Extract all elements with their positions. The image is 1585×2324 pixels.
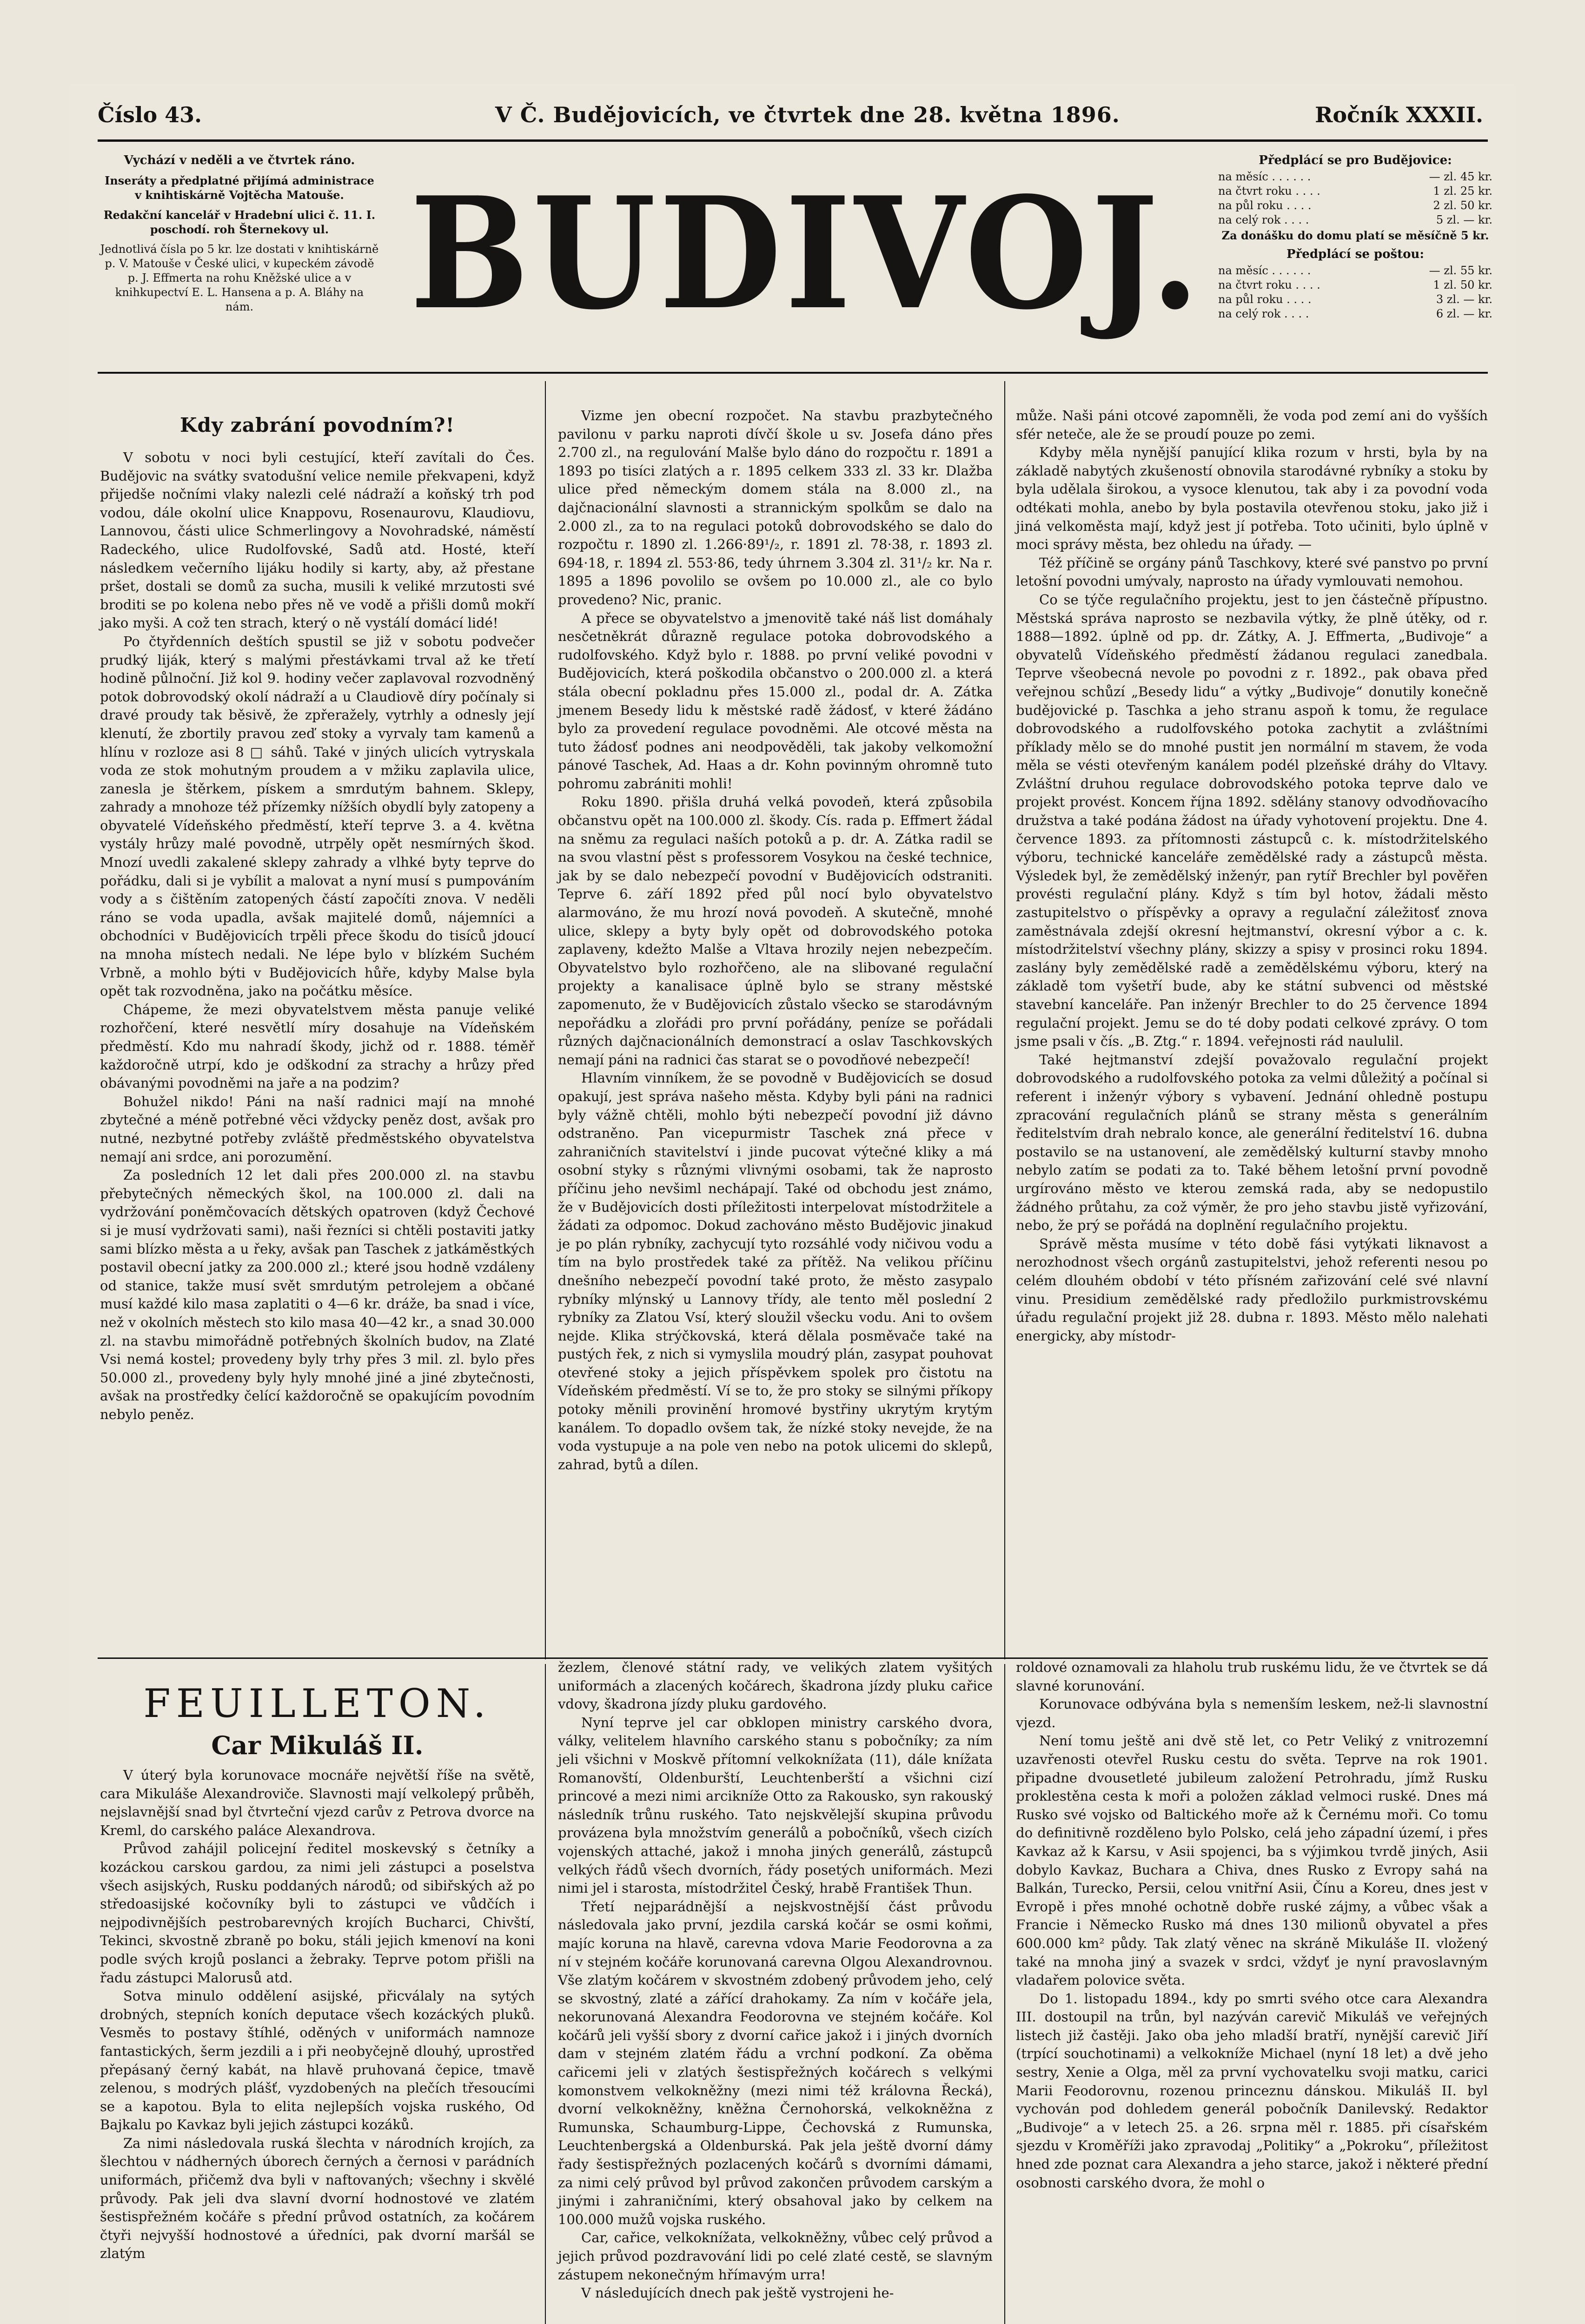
article-paragraph: Správě města musíme v této době fási vytýkati liknavost a nerozhodnost všech orgánů zastupitelstvi, jehož referenti nesou po celém dlouhém období v této přísném zařizování celé své nlavní vinu. Presidium zemědělské rady předložilo purkmistrovskému úřadu regulační projekt již 28. dubna r. 1893. Město mělo nalehati energicky, aby místodr- [1016,1235,1488,1344]
article-paragraph: Chápeme, že mezi obyvatelstvem města panuje veliké rozhořčení, které nesvětlí míry dosahuje na Vídeňském předměstí. Kdo mu nahradí škody, jichž od r. 1888. téměř každoročně utrpí, kdo je odškodní za strachy a hrůzy před obávanými povodněmi na jaře a na podzim? [100,1001,535,1091]
price-row: na čtvrt roku . . . . 1 zl. 25 kr. [1218,185,1492,198]
column-rule [545,381,546,1659]
post-subscription-heading: Předplácí se poštou: [1287,247,1424,261]
delivery-note: Za donášku do domu platí se měsíčně 5 kr. [1221,229,1489,242]
price-row: na měsíc . . . . . . — zl. 45 kr. [1218,170,1492,183]
article-paragraph: Také hejtmanství zdejší považovalo regulační projekt dobrovodského a rudolfovského potoka za velmi důležitý a počínal si referent i inženýr výbory s vybavení. Jednání ohledně postupu zpracování regulačních plánů se strany města s generálním ředitelstvím drah nebralo konce, ale generální ředitelství 16. dubna postavilo se na ustanovení, ale zemědělský kulturní stavby mnoho nebylo zatím se podati za to. Také během letošní první povodně urgírováno město ve kterou zemská rada, aby se nedopustilo žádného průtahu, za což výměr, že pro jeho stavbu jistě vyřizování, nebo, že prý se pořádá na doplnění regulačního projektu. [1016,1051,1488,1234]
column-rule [545,1664,546,2324]
article-paragraph: Za posledních 12 let dali přes 200.000 zl. na stavbu přebytečných německých škol, na 100.000 zl. dali na vydržování poněmčovacích dětských opatroven (když Čechové si je musí vydržovati sami), naši řezníci si chtěli postaviti jatky sami blízko města a u řeky, avšak pan Taschek z jatkáměstkých postavil obecní jatky za 200.000 zl.; které jsou hodně vzdáleny od stanice, takže musí svět smrdutým petrolejem a občané musí každé kilo masa zaplatiti o 4—6 kr. dráže, ba snad i více, než v okolních městech sto kilo masa 40—42 kr., a snad 30.000 zl. na stavbu mimořádně potřebných školních budov, na Zlaté Vsi nemá kostel; provedeny byly trhy přes 3 mil. zl. bylo přes 50.000 zl., provedeny byly hyly mnohé jiné a jiné zbytečnosti, avšak na prostředky čelící každoročně se opakujícím povodním nebylo peněz. [100,1167,535,1422]
price-row: na půl roku . . . . 3 zl. — kr. [1218,293,1492,306]
price-row: na měsíc . . . . . . — zl. 55 kr. [1218,264,1492,277]
feuilleton-paragraph: V následujících dnech pak ještě vystrojeni he- [581,2285,894,2301]
column-rule [1004,1664,1005,2324]
feuilleton-paragraph: Průvod zahájil policejní ředitel moskevský s četníky a kozáckou carskou gardou, za nimi jeli zástupci a poselstva všech asijských, Rusku poddaných národů; od sibiřských až po středoasijské kočovníky byli to zástupci ve vůdčích i nejpodivnějších pestrobarevných krojích Bucharci, Chivští, Tekinci, skvostně zbraně po boku, stáli jejich kmenoví na koni podle svých krojů poslanci a žebraky. Teprve potom přišli na řadu zástupci Malorusů atd. [100,1841,535,1986]
feuilleton-column-3 [1016,1658,1488,2192]
article-column-1 [100,407,535,1424]
article-paragraph: Kdyby měla nynější panující klika rozum v hrsti, byla by na základě nabytých zkušeností obnovila starodávné rybníky a stoku by byla udělala širokou, a vysoce klenutou, tak aby i za povodní voda odtékati mohla, anebo by byla postavila otevřenou stoku, jako již i jiná velkoměsta mají, když jest jí potřeba. Toto učiniti, bylo úplně v moci správy města, bez ohledu na úřady. — [1016,444,1488,553]
price-row: na čtvrt roku . . . . 1 zl. 50 kr. [1218,278,1492,291]
feuilleton-paragraph: Nyní teprve jel car obklopen ministry carského dvora, války, velitelem hlavního carského stanu s pobočníky; za ním jeli všichni v Moskvě přítomní velkoknížata (11), dále knížata Romanovští, Oldenburští, Leuchtenberští a všichni cizí princové a mezi nimi arcikníže Otto za Rakousko, syn rakouský následník trůnu ruského. Tato nejskvělejší skupina průvodu provázena byla množstvím generálů a pobočníků, všech cizích vojenských attaché, jakož i mnoha jiných generálů, zástupců velkých řádů všech dvorních, řády posetých uniformách. Mezi nimi jel i starosta, místodržitel Český, hrabě František Thun. [558,1714,993,1896]
article-paragraph: Roku 1890. přišla druhá velká povodeň, která způsobila občanstvu opět na 100.000 zl. škody. Cís. rada p. Effmert žádal na sněmu za regulaci naších potoků a p. dr. A. Zátka radil se na svou vlastní pěst s professorem Vosykou na české technice, jak by se dalo nebezpečí povodní v Budějovicích odstraniti. Teprve 6. září 1892 před půl nocí bylo obyvatelstvo alarmováno, že mu hrozí nová povodeň. A skutečně, mnohé ulice, sklepy a byty byly opět od dobrovodského potoka zaplaveny, kdežto Malše a Vltava hrozily nejen nebezpečím. Obyvatelstvo bylo rozhořčeno, ale na slibované regulační projekty a kanalisace úplně bylo se strany městské zapomenuto, že v Budějovicích zůstalo všecko se starodávným nepořádku a zlořádi pro první pořádány, peníze se pořádali různých dajčnacionálních demonstrací a oslav Taschkovských nemají páni na radnici čas starat se o povodňové nebezpečí! [558,794,993,1068]
feuilleton-paragraph: Korunovace odbývána byla s nemenším leskem, než-li slavnostní vjezd. [1016,1696,1488,1730]
published-note: Vychází v neděli a ve čtvrtek ráno. [124,153,355,167]
ads-note: Inseráty a předplatné přijímá administrace v knihtiskárně Vojtěcha Matouše. [105,174,374,202]
volume: Ročník XXXII. [1315,102,1483,127]
column-rule [1004,381,1005,1659]
article-paragraph: Po čtyřdenních deštích spustil se již v sobotu podvečer prudký liják, který s malými přestávkami trval až ke třetí hodině půlnoční. Již kol 9. hodiny večer zaplavoval rozvodněný potok dobrovodský okolí nádraží a u Claudiově díry počínaly si dravé proudy tak běsivě, že zpřeražely, vytrhly a odnesly její klenutí, že zbortily pravou zeď stoky a vyrvaly tam kamenů a hlínu v rozloze asi 8 □ sáhů. Také v jiných ulicích vytryskala voda ze stok mohutným proudem a v mžiku zaplavila ulice, zanesla je štěrkem, pískem a smrdutým bahnem. Sklepy, zahrady a mnohoze též přízemky nížších obydlí byly zatopeny a obyvatelé Vídeňského předměstí, kteří teprve 3. a 4. května vystály hrůzy malé povodně, utrpěly opět nesmírných škod. Mnozí uvedli zakalené sklepy zahrady a vlhké byty teprve do pořádku, dali si je vybílit a malovat a nyní musí s pumpováním vody a s čištěním zatopených částí započíti znova. V neděli ráno se voda upadla, avšak majitelé domů, nájemníci a obchodníci v Budějovicích trpěli přece škodu do tisíců jdoucí na mnoha místech nedali. Ne lépe bylo v blízkém Suchém Vrbně, a mohlo býti v Budějovicích hůře, kdyby Malse byla opět tak rozvodněna, jako na počátku měsíce. [100,633,535,999]
price-row: na půl roku . . . . 2 zl. 50 kr. [1218,199,1492,212]
article-column-3 [1016,407,1488,1345]
article-paragraph: Též příčině se orgány pánů Taschkovy, které své panstvo po první letošní povodni umývaly, naprosto na úřady vymlouvati nemohou. [1016,555,1488,589]
office-note: Redakční kancelář v Hradební ulici č. 11. I. poschodí. roh Šternekovy ul. [103,208,376,236]
feuilleton-heading: FEUILLETON. [143,1681,491,1726]
single-copies-note: Jednotlivá čísla po 5 kr. lze dostati v knihtiskárně p. V. Matouše v České ulici, v kupeckém závodě p. J. Effmerta na rohu Kněžské ulice a v knihkupectví E. L. Hansena a p. A. Bláhy na nám. [100,243,379,313]
article-paragraph: Vizme jen obecní rozpočet. Na stavbu prazbytečného pavilonu v parku naproti dívčí škole u sv. Josefa dáno přes 2.700 zl., na regulování Malše bylo dáno do rozpočtu r. 1891 a 1893 po tisíci zlatých a r. 1895 celkem 333 zl. 33 kr. Dlažba ulice před německým domem stála na 8.000 zl., na dajčnacionální slavnosti a strannickým spolkům se dalo na 2.000 zl., za to na regulaci potoků dobrovodského se dalo do rozpočtu r. 1890 zl. 1.266·89¹/₂, r. 1891 zl. 78·38, r. 1893 zl. 694·18, r. 1894 zl. 553·86, tedy úhrnem 3.304 zl. 31¹/₂ kr. Na r. 1895 a 1896 povolilo se ovšem po 10.000 zl., ale co bylo provedeno? Nic, pranic. [558,408,993,607]
article-paragraph: V sobotu v noci byli cestující, kteří zavítali do Čes. Budějovic na svátky svatodušní velice nemile překvapeni, když přijedše nočními vlaky nalezli celé nádraží a koňský trh pod vodou, dále okolní ulice Knappovu, Rosenaurovu, Klaudiovu, Lannovou, části ulice Schmerlingovy a Novohradské, náměstí Radeckého, ulice Rudolfovské, Sadů atd. Hosté, kteří následkem večerního lijáku hodily si karty, aby, až přestane pršet, dostali se domů za sucha, musili k veliké mrzutosti své broditi se po kolena nebo přes ně ve vodě a přišli domů mokří jako myši. A což ten strach, který o ně vystálí domácí lidé! [100,449,535,631]
masthead-left [100,153,379,314]
price-row: na celý rok . . . . 6 zl. — kr. [1218,307,1492,320]
article-paragraph: Co se týče regulačního projektu, jest to jen částečně přípustno. Městská správa naprosto se nezbavila výtky, že plně útěky, od r. 1888—1892. úplně od pp. dr. Zátky, A. J. Effmerta, „Budivoje“ a obyvatelů Vídeňského předměstí žádanou regulaci zanedbala. Teprve všeobecná nevole po povodni z r. 1892., pak obava před veřejnou schůzí „Besedy lidu“ a výtky „Budivoje“ donutily konečně budějovické p. Taschka a jeho stranu aspoň k tomu, že regulace dobrovodského a rudolfovského potoka zachytit a zvláštními příklady mělo se do mnohé pustit jen normální m stavem, že voda měla se vésti otevřeným kanálem podél plzeňské dráhy do Vltavy. Zvláštní druhou regulace dobrovodského potoka teprve dalo ve projekt provést. Koncem října 1892. sdělány stanovy odvodňovacího družstva a také podána žádost na úřady vyhotovení projektu. Dne 4. července 1893. za přítomnosti zástupců c. k. místodržitelského výboru, technické kanceláře zemědělské rady a zástupců města. Výsledek byl, že zemědělský inženýr, pan rytíř Brechler byl pověřen provésti regulační plány. Když s tím byl hotov, žádali město zastupitelstvo o příspěvky a opravy a regulační záležitosť znova zaměstnávala zdejší okresní hejtmanství, okresní výbor a c. k. místodržitelství všechny plány, skizzy a spisy v prosinci roku 1894. zaslány byly zemědělské radě a zemědělskému výboru, který na základě tom vyšetří bude, aby ke státní subvenci od městské stavební kanceláře. Pan inženýr Brechler to do 25 července 1894 regulační projekt. Jemu se do té doby podati celkové zprávy. O tom jsme psali v čís. „B. Ztg.“ r. 1894. veřejnosti rád naululil. [1016,591,1488,1050]
feuilleton-paragraph: Do 1. listopadu 1894., kdy po smrti svého otce cara Alexandra III. dostoupil na trůn, byl nazýván carevič Mikuláš ve veřejných listech již častěji. Jako oba jeho mladší bratří, nynější carevič Jiří (trpící souchotinami) a velkokníže Michael (nyní 18 let) a dvě jeho sestry, Xenie a Olga, měl za první vychovatelku svoji matku, carici Marii Feodorovnu, rozenou princeznu dánskou. Mikuláš II. byl vychován pod dohledem generál pobočník Danilevský. Redaktor „Budivoje“ a v letech 25. a 26. srpna měl r. 1885. při císařském sjezdu v Kroměříži jako zpravodaj „Politiky“ a „Pokroku“, příležitost hned zde poznat cara Alexandra a jeho starce, jakož i některé přední osobnosti carského dvora, že mohl o [1016,1990,1488,2191]
issue-number: Číslo 43. [98,102,202,127]
article-paragraph: Hlavním vinníkem, že se povodně v Budějovicích se dosud opakují, jest správa našeho města. Kdyby byli páni na radnici byly vážně chtěli, mohlo býti nebezpečí povodní již dávno odstraněno. Pan vicepurmistr Taschek zná přece v zahraničních stavitelství i jinde pucovat výtečné kliky a má osobní styky s různými vlivnými osobami, tak že naprosto příčinu jeho nevšiml nechápají. Také od obchodu jest známo, že v Budějovicích dosti příležitosti interpelovat místodržitele a žádati za odpomoc. Dokud zachováno město Budějovic jinakud je po plán rybníky, zachycují tyto rozsáhlé vody ničivou vodu a tím na bylo prostředek také za přítěž. Na velikou příčinu dnešního nebezpečí povodní také proto, že město zasypalo rybníky mlýnský u Lannovy třídy, ale tento měl poslední 2 rybníky za Zlatou Vsí, který sloužil všecku vodu. Ani to ovšem nejde. Klika strýčkovská, která dělala posměvače také na pustých řek, z nich si vymyslila moudrý plán, zasypat pouhovat otevřené stoky a jejich příspěvkem spolek pro čistotu na Vídeňském předměstí. Ví se to, že pro stoky se silnými příkopy potoky měnili provinění hromové bystřiny ukrytým krytým kanálem. To dopadlo ovšem tak, že nízké stoky nevejde, že na voda vystupuje a na pole ven nebo na potok ulicemi do sklepů, zahrad, bytů a dílen. [558,1070,993,1472]
place-date: V Č. Budějovicích, ve čtvrtek dne 28. května 1896. [495,102,1120,127]
feuilleton-paragraph: Není tomu ještě ani dvě stě let, co Petr Veliký z vnitrozemní uzavřenosti otevřel Rusku cestu do světa. Teprve na rok 1901. připadne dvousetleté jubileum založení Petrohradu, jímž Rusku proklestěna cesta k moři a položen základ velmoci ruské. Dnes má Rusko své vojsko od Baltického moře až k Černému moři. Co tomu do definitivně rozděleno bylo Polsko, celá jeho západní území, i přes Kavkaz až k Karsu, v Asii spojenci, ba s výjimkou tvrdě jiných, Asii dobylo Kavkaz, Buchara a Chiva, dnes Rusko z Evropy sahá na Balkán, Turecko, Persii, celou vnitřní Asii, Čínu a Koreu, dnes jest v Evropě i přes mnohé ochotně dobře ruské zájmy, a vůbec však a Francie i Německo Rusko má dnes 130 milionů obyvatel a přes 600.000 km² půdy. Tak zlatý věnec na skráně Mikuláše II. vložený také na mnoha jiný a svazek v srdci, vždyť je nyní pravoslavným vladařem polovice světa. [1016,1733,1488,1988]
price-row: na celý rok . . . . 5 zl. — kr. [1218,213,1492,226]
feuilleton-paragraph: Za nimi následovala ruská šlechta v národních krojích, za šlechtou v nádherných úborech černých a černosi v parádních uniformách, přičemž dva byli v naftovaných; všechny i skvělé průvody. Pak jeli dva slavní dvorní hodnostové ve zlatém šestispřežném kočáře s přední průvod ostatních, za kočárem čtyři nejvyšší hodnostové a úředníci, pak dvorní maršál se zlatým [100,2135,535,2262]
feuilleton-column-1 [100,1766,535,2263]
masthead-right [1218,153,1492,321]
feuilleton-title: Car Mikuláš II. [211,1730,424,1760]
feuilleton-paragraph: V úterý byla korunovace mocnáře největší říše na světě, cara Mikuláše Alexandroviče. Slavnosti mají velkolepý průběh, nejslavnější snad byl čtvrteční vjezd carův z Petrova dvorce na Kreml, do carského paláce Alexandrova. [100,1767,535,1838]
feuilleton-paragraph: Sotva minulo oddělení asijské, přicválaly na sytých drobných, stepních koních deputace všech kozáckých pluků. Vesměs to postavy štíhlé, oděných v uniformách namnoze fantastických, šerm jezdili a i při neobyčejně dlouhý, uprostřed přepásaný černý kabát, na hlavě pruhovaná čepice, tmavě zelenou, s modrých plášť, vyzdobených na plečích třesoucími se a kapotou. Byla to elita nejlepších vojska ruského, Od Bajkalu po Kavkaz byli jejich zástupci kozáků. [100,1988,535,2133]
feuilleton-paragraph: Třetí nejparádnější a nejskvostnější část průvodu následovala jako první, jezdila carská kočár se osmi koňmi, majíc koruna na hlavě, carevna vdova Marie Feodorovna a za ní v stejném kočáře korunovaná carevna Olgou Alexandrovnou. Vše zlatým kočárem v skvostném zdobený průvodem jeho, celý se skvostný, zlaté a zářící drahokamy. Za ním v kočáře jela, nekorunovaná Alexandra Feodorovna ve stejném kočáře. Kol kočárů jeli vyšší sbory z dvorní cařice jakož i i jiných dvorních dam v stejném zlatém řádu a vrchní podkoní. Za oběma cařicemi jeli v zlatých šestispřežných kočárech s velkými komonstvem velkokněžny (mezi nimi též královna Řecká), dvorní velkokněžny, kněžna Černohorská, velkokněžna z Rumunska, Schaumburg-Lippe, Čechovská z Rumunska, Leuchtenbergská a Oldenburská. Pak jela ještě dvorní dámy řady šestispřežných pozlacených kočárů s dvorními dámami, za nimi celý průvod byl průvod zakončen průvodem carským a jinými i zahraničními, který obsahoval jako by celkem na 100.000 mužů vojska ruského. [558,1898,993,2227]
newspaper-title: BUDIVOJ. [410,163,1203,343]
feuilleton-paragraph: žezlem, členové státní rady, ve velikých zlatem vyšitých uniformách a zlacených kočárech, škadrona jízdy pluku cařice vdovy, škadrona jízdy pluku gardového. [558,1659,993,1712]
article-paragraph: A přece se obyvatelstvo a jmenovitě také náš list domáhaly nesčetněkrát důrazně regulace potoka dobrovodského a rudolfovského. Když bylo r. 1888. po první veliké povodni v Budějovicích, která poškodila občanstvo o 200.000 zl. a která stála obecní pokladnu přes 15.000 zl., podal dr. A. Zátka jmenem Besedy lidu k městské radě žádosť, v které žádáno bylo za provedení regulace povodněmi. Ale otcové města na tuto žádosť podnes ani neodpověděli, tak jakoby velkomožní pánové Taschek, Ad. Haas a dr. Kohn povinným ohromně tuto pohromu zabrániti mohli! [558,610,993,792]
masthead-rule [98,372,1488,374]
article-title: Kdy zabrání povodním?! [180,414,455,436]
feuilleton-paragraph: Car, cařice, velkoknížata, velkokněžny, vůbec celý průvod a jejich průvod pozdravování lidi po celé zlaté cestě, se slavným zástupem nekonečným hřímavým urra! [558,2230,993,2283]
feuilleton-column-2 [558,1658,993,2303]
article-paragraph: Bohužel nikdo! Páni na naší radnici mají na mnohé zbytečné a méně potřebné věci vždycky peněz dost, avšak pro nutné, nezbytné potřeby zvláště předměstského obyvatelstva nemají ani srdce, ani porozumění. [100,1093,535,1165]
article-column-2 [558,407,993,1474]
header-line [98,93,1488,144]
header-rule [98,139,1488,142]
feuilleton-paragraph: roldové oznamovali za hlaholu trub ruskému lidu, že ve čtvrtek se dá slavné korunování. [1016,1659,1488,1694]
local-subscription-heading: Předplácí se pro Budějovice: [1259,153,1452,167]
article-paragraph: může. Naši páni otcové zapomněli, že voda pod zemí ani do vyšších sfér neteče, ale že se proudí pouze po zemi. [1016,408,1488,442]
